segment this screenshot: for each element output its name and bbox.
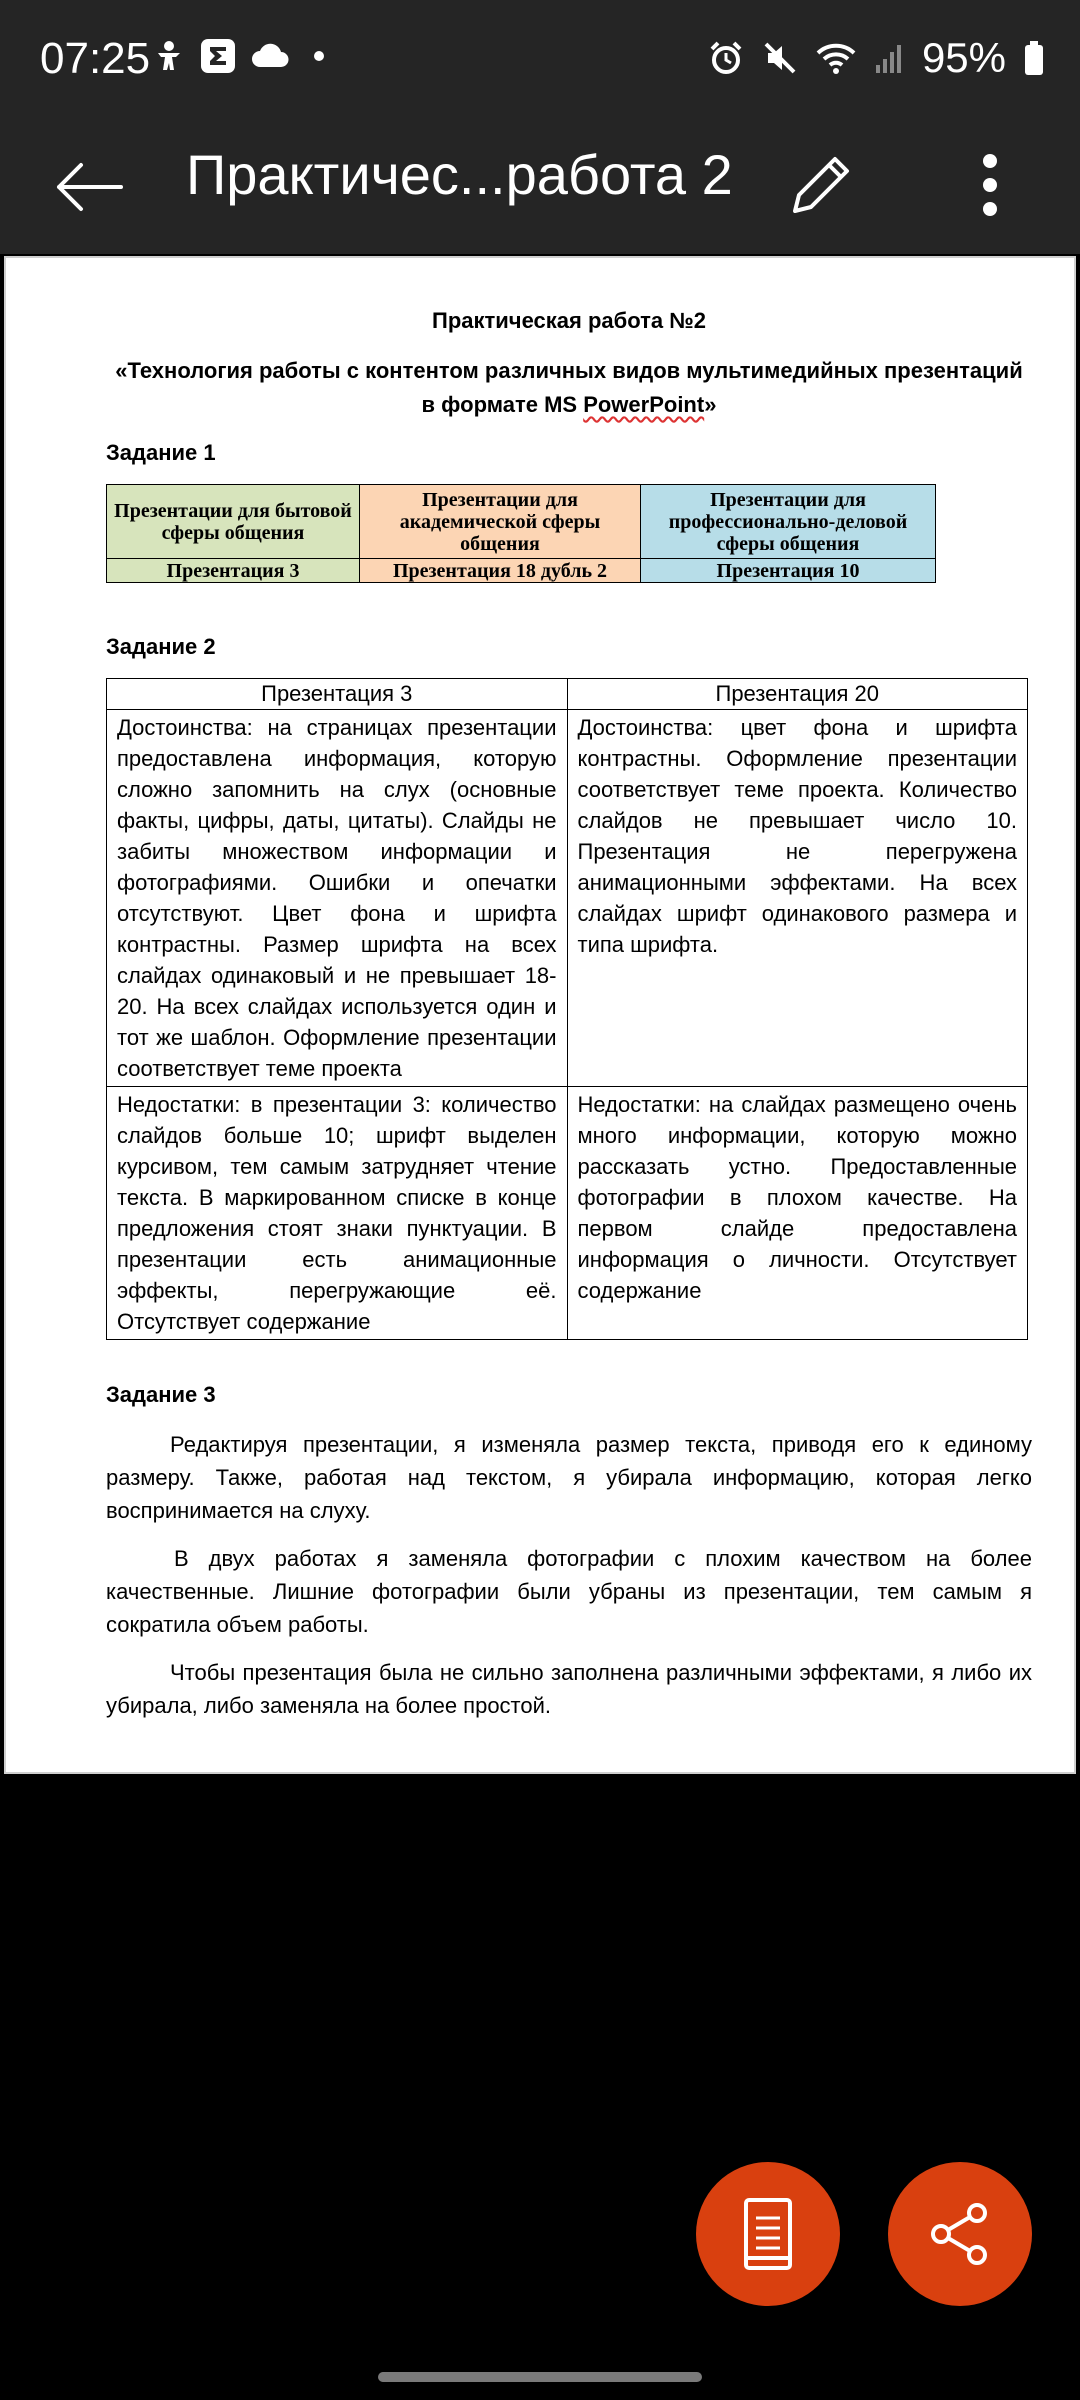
back-arrow-icon (49, 147, 129, 227)
task3-paragraph: В двух работах я заменяла фотографии с плохим качеством на более качественные. Лишние фотографии были убраны из презентации, тем самым я сократила объем работы. (106, 1546, 1032, 1637)
doc-subtitle (106, 354, 1032, 422)
sigma-icon (200, 38, 236, 74)
task2-table (106, 678, 1028, 1340)
back-button[interactable] (44, 142, 134, 232)
task2-cell: Недостатки: на слайдах размещено очень много информации, которую можно рассказать устно. Предоставленные фотографии в плохом качестве. На первом слайде предоставлена информация о личности. Отсутствует содержание (567, 1087, 1028, 1340)
task1-header-cell: Презентации для академической сферы общения (360, 485, 641, 559)
share-icon (925, 2199, 995, 2269)
task3-paragraph: Чтобы презентация была не сильно заполнена различными эффектами, я либо их убирала, либо заменяла на более простой. (106, 1660, 1032, 1718)
doc-subtitle-line2a: в формате MS (421, 392, 584, 417)
task2-cell: Достоинства: на страницах презентации предоставлена информация, которую сложно запомнить на слух (основные факты, цифры, даты, цитаты). Слайды не забиты множеством информации и фотографиями. Ошибки и опечатки отсутствуют. Цвет фона и шрифта контрастны. Размер шрифта на всех слайдах одинаковый и не превышает 18-20. На всех слайдах используется один и тот же шаблон. Оформление презентации соответствует теме проекта (107, 710, 568, 1087)
task1-table (106, 484, 936, 583)
task1-header-cell: Презентации для профессионально-деловой сферы общения (641, 485, 936, 559)
pencil-icon (781, 145, 861, 225)
task3-heading: Задание 3 (106, 1382, 216, 1407)
edit-button[interactable] (776, 140, 866, 230)
task3-paragraph: Редактируя презентации, я изменяла размер текста, приводя его к единому размеру. Также, работая над текстом, я убирала информацию, которая легко воспринимается на слуху. (106, 1432, 1032, 1523)
task2-heading: Задание 2 (106, 634, 216, 659)
doc-subtitle-line1: «Технология работы с контентом различных видов мультимедийных презентаций (115, 358, 1023, 383)
app-bar (0, 122, 1080, 254)
alarm-icon (708, 40, 744, 76)
notification-icons (152, 38, 334, 74)
document-icon (738, 2196, 798, 2272)
cloud-icon (250, 41, 290, 71)
task2-cell: Недостатки: в презентации 3: количество слайдов больше 10; шрифт выделен курсивом, тем самым затрудняет чтение текста. В маркированном списке в конце предложения стоят знаки пунктуации. В презентации есть анимационные эффекты, перегружающие её. Отсутствует содержание (107, 1087, 568, 1340)
battery-percent: 95% (921, 34, 1006, 81)
battery-icon (1024, 40, 1044, 76)
status-time: 07:25 (40, 34, 151, 83)
task1-value-cell: Презентация 3 (107, 559, 360, 583)
gesture-nav-bar[interactable] (378, 2372, 702, 2382)
task1-header-cell: Презентации для бытовой сферы общения (107, 485, 360, 559)
more-vertical-icon (978, 145, 1002, 225)
task1-value-cell: Презентация 10 (641, 559, 936, 583)
system-icons (708, 34, 1044, 82)
reading-view-button[interactable] (696, 2162, 840, 2306)
doc-subtitle-line2c: » (704, 392, 717, 417)
mute-icon (762, 40, 798, 76)
dot-icon (304, 41, 334, 71)
task2-header-cell: Презентация 3 (107, 679, 568, 710)
share-button[interactable] (888, 2162, 1032, 2306)
more-options-button[interactable] (960, 140, 1020, 230)
signal-icon (874, 41, 904, 75)
task2-cell: Достоинства: цвет фона и шрифта контрастны. Оформление презентации соответствует теме проекта. Количество слайдов не превышает число 10. Презентация не перегружена анимационными эффектами. На всех слайдах шрифт одинакового размера и типа шрифта. (567, 710, 1028, 1087)
doc-subtitle-powerpoint: PowerPoint (583, 392, 705, 417)
status-bar (0, 0, 1080, 122)
doc-title: Практическая работа №2 (432, 308, 706, 333)
document-page[interactable] (4, 256, 1076, 1774)
accessibility-icon (152, 39, 186, 73)
task1-value-cell: Презентация 18 дубль 2 (360, 559, 641, 583)
wifi-icon (816, 41, 856, 75)
task1-heading: Задание 1 (106, 440, 216, 465)
document-title: Практичес...работа 2 (186, 143, 733, 206)
task2-header-cell: Презентация 20 (567, 679, 1028, 710)
